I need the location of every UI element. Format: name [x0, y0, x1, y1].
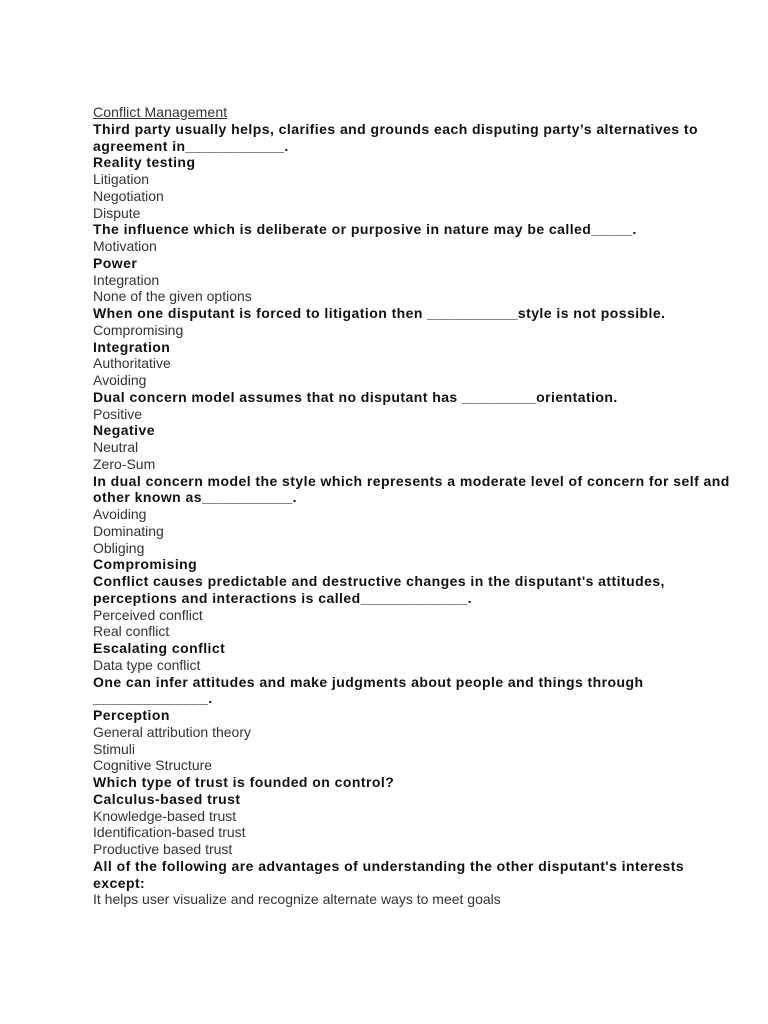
answer-option: None of the given options	[93, 288, 252, 305]
answer-option: Negotiation	[93, 187, 164, 204]
correct-answer: Reality testing	[93, 154, 196, 171]
question-text: In dual concern model the style which represents a moderate level of concern for self and other known as___________.	[93, 472, 730, 506]
correct-answer: Negative	[93, 422, 155, 439]
question-text: When one disputant is forced to litigation then ___________style is not possible.	[93, 305, 666, 321]
correct-answer: Perception	[93, 707, 170, 723]
question-text: Dual concern model assumes that no disputant has _________orientation.	[93, 388, 618, 405]
correct-answer: Power	[93, 254, 138, 271]
question-text: One can infer attitudes and make judgments about people and things through ______________.	[93, 673, 644, 707]
question-text: The influence which is deliberate or purposive in nature may be called_____.	[93, 221, 637, 238]
answer-option: It helps user visualize and recognize alternate ways to meet goals	[93, 891, 501, 908]
answer-option: Motivation	[93, 238, 157, 254]
correct-answer: Compromising	[93, 556, 198, 573]
answer-option: Perceived conflict	[93, 606, 203, 623]
answer-option: Zero-Sum	[93, 455, 156, 472]
question-text: All of the following are advantages of understanding the other disputant's interests except:	[93, 857, 685, 891]
answer-option: Productive based trust	[93, 841, 233, 857]
correct-answer: Calculus-based trust	[93, 790, 241, 807]
answer-option: Identification-based trust	[93, 824, 246, 841]
answer-option: Avoiding	[93, 372, 147, 388]
document-body	[93, 104, 733, 908]
answer-option: Dominating	[93, 522, 164, 539]
answer-option: Knowledge-based trust	[93, 807, 237, 824]
answer-option: Dispute	[93, 204, 141, 221]
answer-option: Litigation	[93, 171, 150, 187]
question-text: Third party usually helps, clarifies and grounds each disputing party’s alternatives to agreement in____________.	[93, 120, 698, 154]
correct-answer: Integration	[93, 338, 171, 355]
answer-option: Avoiding	[93, 506, 147, 522]
answer-option: Positive	[93, 405, 143, 422]
answer-option: Cognitive Structure	[93, 757, 213, 774]
answer-option: Obliging	[93, 539, 145, 556]
answer-option: Data type conflict	[93, 656, 201, 673]
answer-option: Neutral	[93, 439, 139, 455]
answer-option: Compromising	[93, 321, 184, 338]
correct-answer: Escalating conflict	[93, 640, 226, 656]
answer-option: Integration	[93, 271, 160, 288]
answer-option: General attribution theory	[93, 723, 251, 740]
document-title: Conflict Management	[93, 104, 228, 120]
question-text: Which type of trust is founded on control?	[93, 774, 395, 790]
answer-option: Real conflict	[93, 623, 170, 640]
question-text: Conflict causes predictable and destructive changes in the disputant's attitudes, perceptions and interactions is called_____________.	[93, 573, 665, 606]
answer-option: Authoritative	[93, 355, 171, 372]
answer-option: Stimuli	[93, 740, 136, 757]
